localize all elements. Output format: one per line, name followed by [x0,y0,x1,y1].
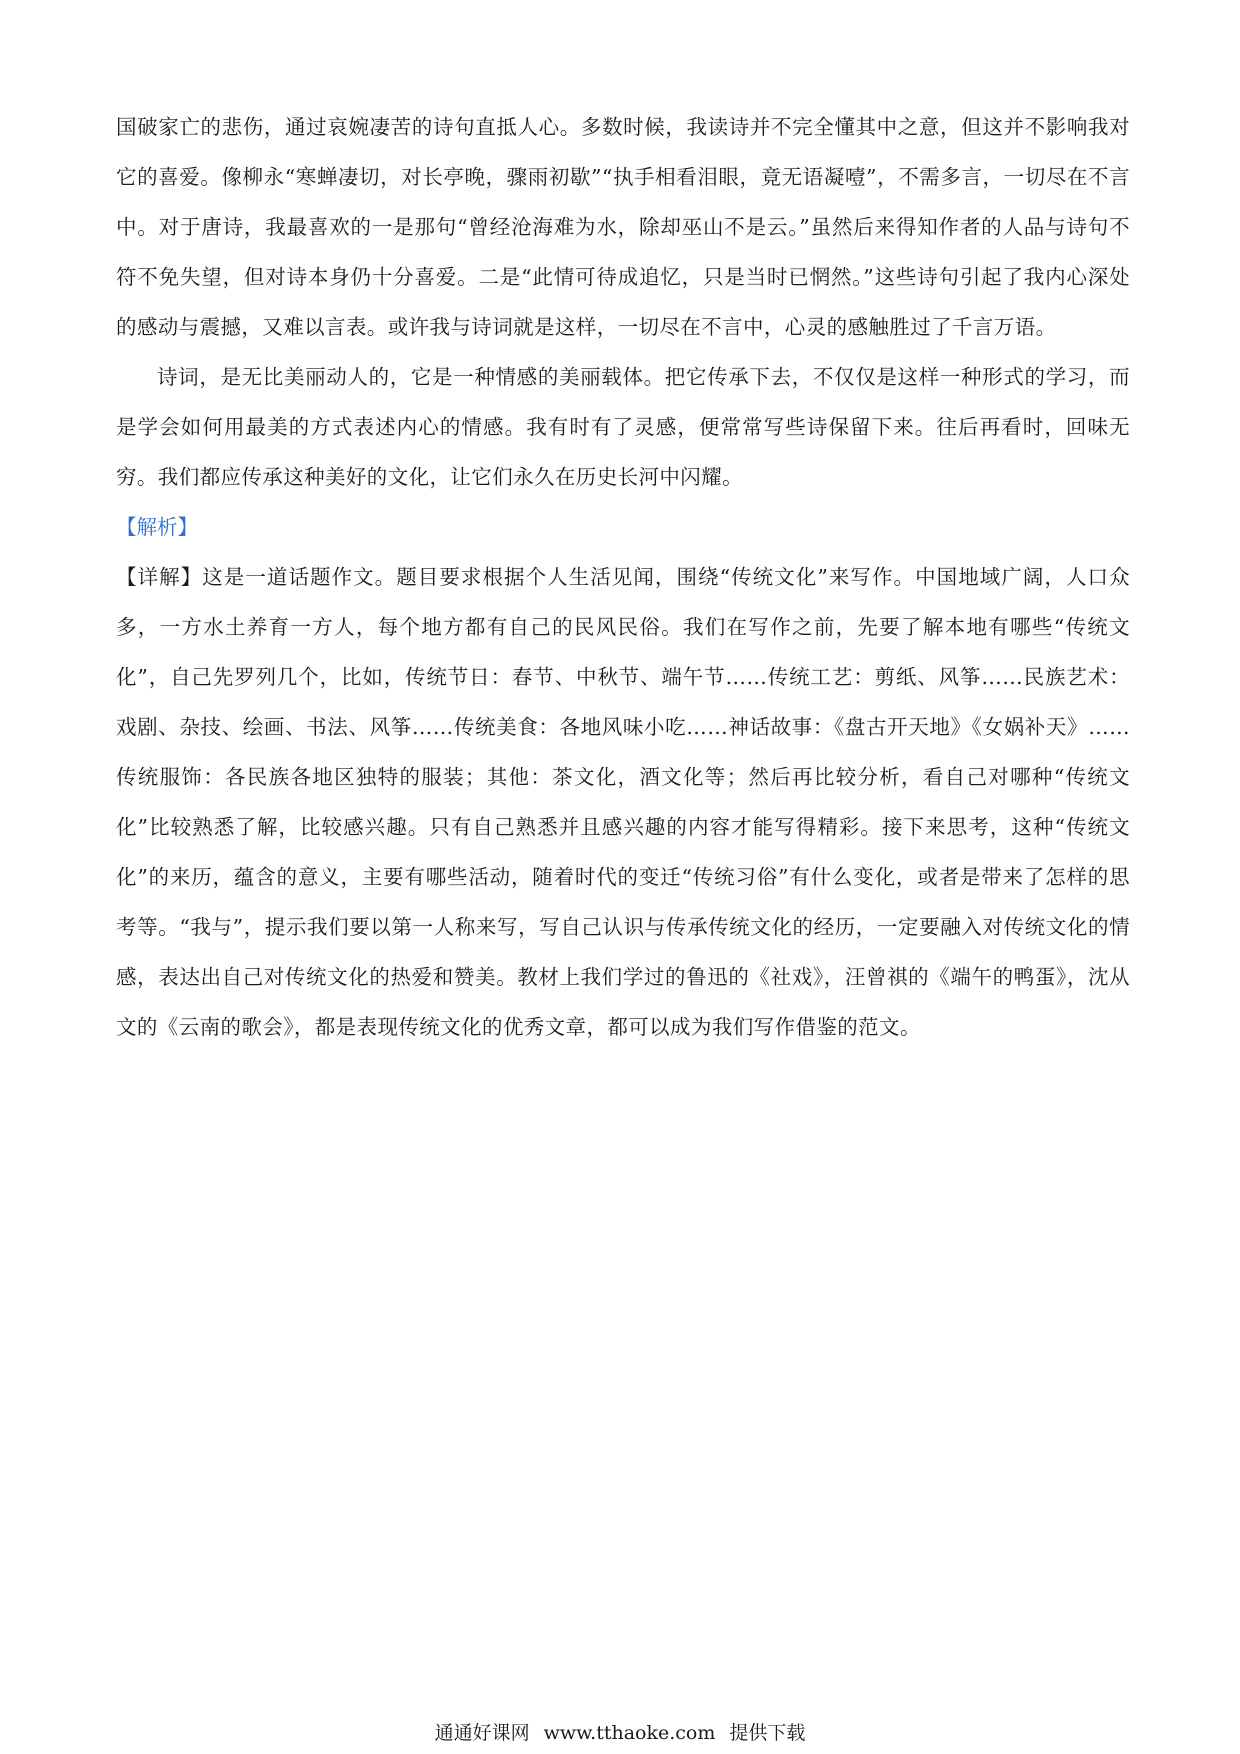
analysis-label: 【解析】 [116,515,198,539]
page-footer [0,1718,1240,1745]
essay-paragraph-1: 国破家亡的悲伤，通过哀婉凄苦的诗句直抵人心。多数时候，我读诗并不完全懂其中之意，但这并不影响我对它的喜爱。像柳永“寒蝉凄切，对长亭晚，骤雨初歇”“执手相看泪眼，竟无语凝噎”，不需多言，一切尽在不言中。对于唐诗，我最喜欢的一是那句“曾经沧海难为水，除却巫山不是云。”虽然后来得知作者的人品与诗句不符不免失望，但对诗本身仍十分喜爱。二是“此情可待成追忆，只是当时已惘然。”这些诗句引起了我内心深处的感动与震撼，又难以言表。或许我与诗词就是这样，一切尽在不言中，心灵的感触胜过了千言万语。 [116,115,1130,339]
essay-paragraph-2: 诗词，是无比美丽动人的，它是一种情感的美丽载体。把它传承下去，不仅仅是这样一种形式的学习，而是学会如何用最美的方式表述内心的情感。我有时有了灵感，便常常写些诗保留下来。往后再看时，回味无穷。我们都应传承这种美好的文化，让它们永久在历史长河中闪耀。 [116,365,1130,489]
document-body [116,102,1130,1052]
footer-site-name: 通通好课网 [434,1722,530,1744]
detail-label: 【详解】 [116,565,203,589]
detail-text: 这是一道话题作文。题目要求根据个人生活见闻，围绕“传统文化”来写作。中国地域广阔，人口众多，一方水土养育一方人，每个地方都有自己的民风民俗。我们在写作之前，先要了解本地有哪些“传统文化”，自己先罗列几个，比如，传统节日：春节、中秋节、端午节……传统工艺：剪纸、风筝……民族艺术：戏剧、杂技、绘画、书法、风筝……传统美食：各地风味小吃……神话故事：《盘古开天地》《女娲补天》……传统服饰：各民族各地区独特的服装；其他：茶文化，酒文化等；然后再比较分析，看自己对哪种“传统文化”比较熟悉了解，比较感兴趣。只有自己熟悉并且感兴趣的内容才能写得精彩。接下来思考，这种“传统文化”的来历，蕴含的意义，主要有哪些活动，随着时代的变迁“传统习俗”有什么变化，或者是带来了怎样的思考等。“我与”，提示我们要以第一人称来写，写自己认识与传承传统文化的经历，一定要融入对传统文化的情感，表达出自己对传统文化的热爱和赞美。教材上我们学过的鲁迅的《社戏》，汪曾祺的《端午的鸭蛋》，沈从文的《云南的歌会》，都是表现传统文化的优秀文章，都可以成为我们写作借鉴的范文。 [116,565,1130,1039]
footer-url: www.tthaoke.com [543,1722,716,1744]
detail-paragraph [116,552,1130,1052]
footer-suffix: 提供下载 [729,1722,806,1744]
